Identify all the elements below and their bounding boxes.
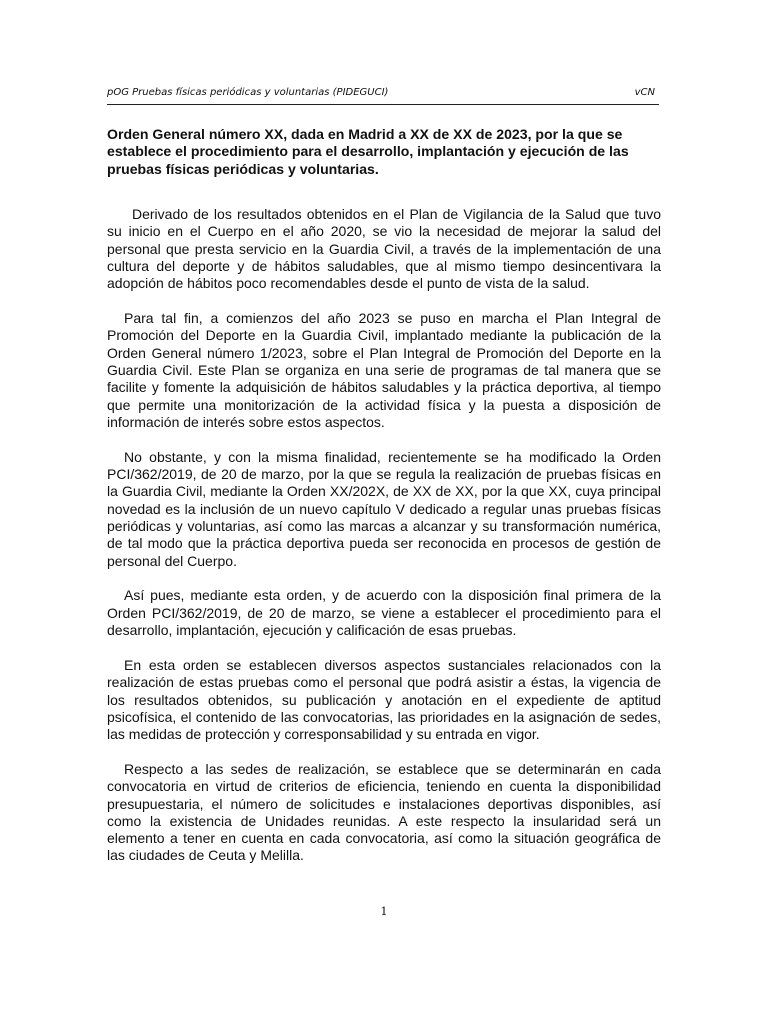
paragraph-2: Para tal fin, a comienzos del año 2023 se puso en marcha el Plan Integral de Promoción del Deporte en la Guardia Civil, implantado mediante la publicación de la Orden General número 1/2023, sobre el Plan Integral de Promoción del Deporte en la Guardia Civil. Este Plan se organiza en una serie de programas de tal manera que se facilite y fomente la adquisición de hábitos saludables y la práctica deportiva, al tiempo que permite una monitorización de la actividad física y la puesta a disposición de información de interés sobre estos aspectos.	[107, 310, 661, 430]
paragraph-6: Respecto a las sedes de realización, se establece que se determinarán en cada convocatoria en virtud de criterios de eficiencia, teniendo en cuenta la disponibilidad presupuestaria, el número de solicitudes e instalaciones deportivas disponibles, así como la existencia de Unidades reunidas. A este respecto la insularidad será un elemento a tener en cuenta en cada convocatoria, así como la situación geográfica de las ciudades de Ceuta y Melilla.	[107, 760, 661, 864]
header-document-title: pOG Pruebas físicas periódicas y voluntarias (PIDEGUCI)	[107, 87, 389, 98]
document-title: Orden General número XX, dada en Madrid a XX de XX de 2023, por la que se establece el procedimiento para el desarrollo, implantación y ejecución de las pruebas físicas periódicas y voluntarias.	[107, 126, 629, 177]
document-body	[107, 206, 661, 882]
paragraph-5: En esta orden se establecen diversos aspectos sustanciales relacionados con la realización de estas pruebas como el personal que podrá asistir a éstas, la vigencia de los resultados obtenidos, su publicación y anotación en el expediente de aptitud psicofísica, el contenido de las convocatorias, las prioridades en la asignación de sedes, las medidas de protección y corresponsabilidad y su entrada en vigor.	[107, 656, 661, 743]
page-number: 1	[380, 905, 388, 918]
paragraph-4: Así pues, mediante esta orden, y de acuerdo con la disposición final primera de la Orden PCI/362/2019, de 20 de marzo, se viene a establecer el procedimiento para el desarrollo, implantación, ejecución y calificación de esas pruebas.	[107, 587, 661, 639]
paragraph-3: No obstante, y con la misma finalidad, recientemente se ha modificado la Orden PCI/362/2019, de 20 de marzo, por la que se regula la realización de pruebas físicas en la Guardia Civil, mediante la Orden XX/202X, de XX de XX, por la que XX, cuya principal novedad es la inclusión de un nuevo capítulo V dedicado a regular unas pruebas físicas periódicas y voluntarias, así como las marcas a alcanzar y su transformación numérica, de tal modo que la práctica deportiva pueda ser reconocida en procesos de gestión de personal del Cuerpo.	[107, 448, 661, 569]
page-header	[107, 84, 659, 105]
paragraph-1: Derivado de los resultados obtenidos en el Plan de Vigilancia de la Salud que tuvo su inicio en el Cuerpo en el año 2020, se vio la necesidad de mejorar la salud del personal que presta servicio en la Guardia Civil, a través de la implementación de una cultura del deporte y de hábitos saludables, que al mismo tiempo desincentivara la adopción de hábitos poco recomendables desde el punto de vista de la salud.	[107, 206, 661, 292]
header-version: vCN	[634, 87, 655, 98]
